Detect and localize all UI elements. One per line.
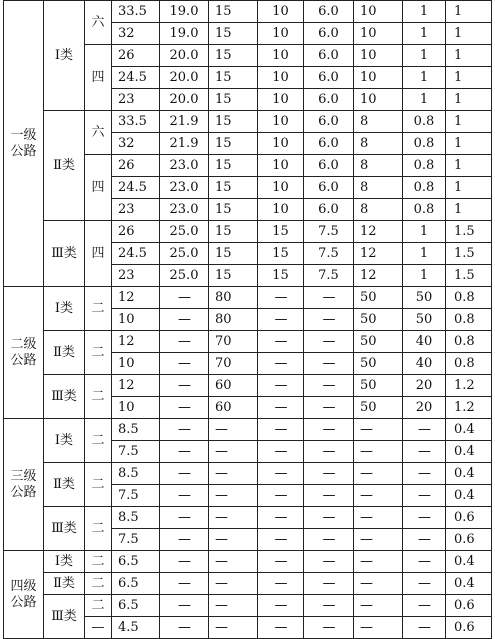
- value-cell: 1: [403, 45, 446, 67]
- value-cell: —: [258, 287, 304, 309]
- road-grade-cell: 二级 公路: [4, 287, 44, 419]
- table-row: [4, 551, 492, 573]
- table-row: [4, 419, 492, 441]
- value-cell: —: [304, 331, 354, 353]
- value-cell: 10: [258, 155, 304, 177]
- value-cell: 20.0: [160, 67, 209, 89]
- value-cell: 4.5: [112, 617, 160, 639]
- table-row: [4, 111, 492, 133]
- value-cell: —: [258, 617, 304, 639]
- value-cell: 10: [258, 45, 304, 67]
- value-cell: 12: [354, 221, 403, 243]
- value-cell: 23.0: [160, 199, 209, 221]
- lane-count-cell: 二: [85, 573, 112, 595]
- value-cell: —: [209, 595, 258, 617]
- class-cell: Ⅰ类: [44, 551, 85, 573]
- value-cell: 23.0: [160, 177, 209, 199]
- value-cell: 50: [354, 287, 403, 309]
- value-cell: 23.0: [160, 155, 209, 177]
- value-cell: 15: [209, 199, 258, 221]
- value-cell: 0.4: [446, 573, 492, 595]
- value-cell: —: [209, 441, 258, 463]
- value-cell: —: [258, 485, 304, 507]
- table-row: [4, 331, 492, 353]
- table-row: [4, 507, 492, 529]
- value-cell: 23: [112, 199, 160, 221]
- value-cell: —: [304, 573, 354, 595]
- value-cell: —: [160, 287, 209, 309]
- value-cell: 0.8: [446, 287, 492, 309]
- value-cell: 25.0: [160, 265, 209, 287]
- value-cell: —: [258, 397, 304, 419]
- value-cell: 1: [446, 199, 492, 221]
- value-cell: 10: [112, 353, 160, 375]
- value-cell: —: [160, 463, 209, 485]
- value-cell: 60: [209, 397, 258, 419]
- value-cell: —: [160, 529, 209, 551]
- value-cell: 80: [209, 309, 258, 331]
- value-cell: —: [160, 441, 209, 463]
- value-cell: 12: [112, 331, 160, 353]
- value-cell: —: [304, 287, 354, 309]
- lane-count-cell: 二: [85, 375, 112, 419]
- value-cell: —: [304, 617, 354, 639]
- value-cell: 10: [112, 309, 160, 331]
- value-cell: 10: [258, 177, 304, 199]
- value-cell: —: [304, 595, 354, 617]
- value-cell: 7.5: [304, 221, 354, 243]
- table-row: [4, 463, 492, 485]
- value-cell: 15: [258, 243, 304, 265]
- table-row: [4, 1, 492, 23]
- value-cell: —: [160, 397, 209, 419]
- value-cell: 6.0: [304, 45, 354, 67]
- value-cell: 1: [446, 133, 492, 155]
- value-cell: 1: [403, 1, 446, 23]
- value-cell: 15: [209, 133, 258, 155]
- value-cell: 25.0: [160, 221, 209, 243]
- value-cell: 1: [446, 177, 492, 199]
- class-cell: Ⅱ类: [44, 111, 85, 221]
- value-cell: —: [258, 529, 304, 551]
- value-cell: —: [160, 507, 209, 529]
- value-cell: 1: [446, 67, 492, 89]
- lane-count-cell: 二: [85, 287, 112, 331]
- value-cell: 8: [354, 199, 403, 221]
- value-cell: 10: [354, 45, 403, 67]
- value-cell: 1: [446, 155, 492, 177]
- value-cell: 0.4: [446, 485, 492, 507]
- lane-count-cell: 二: [85, 551, 112, 573]
- class-cell: Ⅱ类: [44, 463, 85, 507]
- value-cell: 1: [446, 23, 492, 45]
- value-cell: —: [304, 397, 354, 419]
- value-cell: 40: [403, 331, 446, 353]
- value-cell: 8: [354, 111, 403, 133]
- value-cell: 6.5: [112, 595, 160, 617]
- value-cell: —: [258, 441, 304, 463]
- value-cell: 15: [209, 221, 258, 243]
- value-cell: —: [258, 353, 304, 375]
- value-cell: —: [160, 595, 209, 617]
- value-cell: 0.8: [403, 177, 446, 199]
- value-cell: 7.5: [112, 529, 160, 551]
- table-row: [4, 375, 492, 397]
- value-cell: 26: [112, 155, 160, 177]
- class-cell: Ⅲ类: [44, 507, 85, 551]
- value-cell: 8.5: [112, 507, 160, 529]
- value-cell: 7.5: [304, 265, 354, 287]
- value-cell: —: [209, 551, 258, 573]
- value-cell: 26: [112, 221, 160, 243]
- value-cell: —: [304, 507, 354, 529]
- value-cell: 1.5: [446, 265, 492, 287]
- value-cell: 50: [354, 397, 403, 419]
- value-cell: 8: [354, 133, 403, 155]
- value-cell: 20.0: [160, 89, 209, 111]
- value-cell: —: [354, 441, 403, 463]
- value-cell: 0.8: [403, 199, 446, 221]
- value-cell: 60: [209, 375, 258, 397]
- value-cell: 12: [354, 265, 403, 287]
- value-cell: —: [209, 529, 258, 551]
- value-cell: 0.6: [446, 529, 492, 551]
- value-cell: 12: [112, 287, 160, 309]
- value-cell: —: [304, 419, 354, 441]
- value-cell: 15: [209, 67, 258, 89]
- value-cell: —: [160, 331, 209, 353]
- value-cell: —: [160, 617, 209, 639]
- value-cell: —: [304, 309, 354, 331]
- value-cell: —: [209, 573, 258, 595]
- value-cell: —: [354, 573, 403, 595]
- value-cell: 1.5: [446, 221, 492, 243]
- value-cell: —: [354, 485, 403, 507]
- value-cell: 1: [446, 1, 492, 23]
- value-cell: 25.0: [160, 243, 209, 265]
- value-cell: 8: [354, 155, 403, 177]
- value-cell: 0.6: [446, 595, 492, 617]
- class-cell: Ⅱ类: [44, 331, 85, 375]
- class-cell: Ⅰ类: [44, 419, 85, 463]
- value-cell: 10: [354, 67, 403, 89]
- value-cell: 0.8: [403, 111, 446, 133]
- value-cell: —: [258, 551, 304, 573]
- lane-count-cell: 二: [85, 507, 112, 551]
- road-grade-cell: 四级 公路: [4, 551, 44, 639]
- value-cell: 1: [403, 89, 446, 111]
- value-cell: 1: [446, 111, 492, 133]
- class-cell: Ⅲ类: [44, 375, 85, 419]
- road-grade-cell: 一级 公路: [4, 1, 44, 287]
- value-cell: —: [209, 617, 258, 639]
- value-cell: 8.5: [112, 463, 160, 485]
- value-cell: 15: [209, 155, 258, 177]
- value-cell: 10: [258, 133, 304, 155]
- value-cell: 50: [354, 375, 403, 397]
- value-cell: 10: [258, 89, 304, 111]
- value-cell: —: [354, 617, 403, 639]
- lane-count-cell: 二: [85, 419, 112, 463]
- value-cell: 15: [258, 265, 304, 287]
- value-cell: 0.6: [446, 617, 492, 639]
- value-cell: 12: [354, 243, 403, 265]
- value-cell: 15: [209, 1, 258, 23]
- value-cell: —: [403, 551, 446, 573]
- class-cell: Ⅲ类: [44, 595, 85, 639]
- value-cell: 19.0: [160, 1, 209, 23]
- value-cell: —: [209, 485, 258, 507]
- value-cell: 19.0: [160, 23, 209, 45]
- value-cell: 15: [209, 265, 258, 287]
- value-cell: —: [258, 331, 304, 353]
- value-cell: —: [403, 617, 446, 639]
- value-cell: 8.5: [112, 419, 160, 441]
- value-cell: 6.0: [304, 89, 354, 111]
- value-cell: —: [354, 463, 403, 485]
- road-grade-cell: 三级 公路: [4, 419, 44, 551]
- table-row: [4, 287, 492, 309]
- value-cell: —: [304, 463, 354, 485]
- table-row: [4, 595, 492, 617]
- value-cell: —: [354, 419, 403, 441]
- value-cell: 15: [209, 23, 258, 45]
- value-cell: —: [160, 551, 209, 573]
- value-cell: —: [304, 551, 354, 573]
- value-cell: 7.5: [112, 485, 160, 507]
- value-cell: —: [354, 551, 403, 573]
- value-cell: 21.9: [160, 111, 209, 133]
- value-cell: 10: [354, 1, 403, 23]
- value-cell: —: [403, 485, 446, 507]
- lane-count-cell: 四: [85, 155, 112, 221]
- value-cell: —: [304, 375, 354, 397]
- value-cell: 1: [403, 23, 446, 45]
- value-cell: 1: [403, 243, 446, 265]
- value-cell: 33.5: [112, 111, 160, 133]
- value-cell: 6.0: [304, 1, 354, 23]
- value-cell: —: [403, 441, 446, 463]
- value-cell: 24.5: [112, 243, 160, 265]
- value-cell: 0.8: [403, 133, 446, 155]
- value-cell: 0.8: [446, 309, 492, 331]
- value-cell: 0.4: [446, 419, 492, 441]
- value-cell: 32: [112, 23, 160, 45]
- value-cell: —: [258, 375, 304, 397]
- value-cell: —: [403, 507, 446, 529]
- value-cell: 50: [403, 287, 446, 309]
- value-cell: —: [160, 485, 209, 507]
- value-cell: 21.9: [160, 133, 209, 155]
- value-cell: 24.5: [112, 67, 160, 89]
- table-row: [4, 221, 492, 243]
- value-cell: 50: [354, 353, 403, 375]
- value-cell: 20: [403, 375, 446, 397]
- value-cell: 1: [446, 45, 492, 67]
- value-cell: 0.8: [403, 155, 446, 177]
- value-cell: 23: [112, 265, 160, 287]
- value-cell: —: [160, 353, 209, 375]
- value-cell: 15: [209, 177, 258, 199]
- value-cell: —: [209, 507, 258, 529]
- value-cell: 0.8: [446, 331, 492, 353]
- lane-count-cell: —: [85, 617, 112, 639]
- class-cell: Ⅱ类: [44, 573, 85, 595]
- value-cell: 50: [354, 309, 403, 331]
- value-cell: —: [209, 419, 258, 441]
- table-row: [4, 573, 492, 595]
- value-cell: —: [403, 463, 446, 485]
- value-cell: —: [354, 529, 403, 551]
- value-cell: 6.0: [304, 199, 354, 221]
- value-cell: 1.5: [446, 243, 492, 265]
- value-cell: 10: [354, 23, 403, 45]
- value-cell: 6.0: [304, 111, 354, 133]
- value-cell: —: [160, 375, 209, 397]
- value-cell: 1: [446, 89, 492, 111]
- value-cell: —: [160, 419, 209, 441]
- table-body: [4, 1, 492, 639]
- lane-count-cell: 二: [85, 331, 112, 375]
- value-cell: —: [160, 309, 209, 331]
- value-cell: 7.5: [112, 441, 160, 463]
- value-cell: —: [403, 529, 446, 551]
- value-cell: —: [304, 441, 354, 463]
- value-cell: —: [258, 573, 304, 595]
- value-cell: 0.4: [446, 441, 492, 463]
- value-cell: 15: [209, 89, 258, 111]
- value-cell: 0.8: [446, 353, 492, 375]
- road-standards-table: [3, 0, 492, 639]
- value-cell: 6.0: [304, 67, 354, 89]
- value-cell: 10: [258, 1, 304, 23]
- value-cell: 15: [209, 243, 258, 265]
- value-cell: —: [258, 419, 304, 441]
- value-cell: 10: [258, 111, 304, 133]
- value-cell: 26: [112, 45, 160, 67]
- value-cell: 7.5: [304, 243, 354, 265]
- lane-count-cell: 六: [85, 111, 112, 155]
- value-cell: 8: [354, 177, 403, 199]
- value-cell: 33.5: [112, 1, 160, 23]
- value-cell: 6.0: [304, 133, 354, 155]
- class-cell: Ⅰ类: [44, 1, 85, 111]
- value-cell: 10: [258, 23, 304, 45]
- value-cell: 1: [403, 265, 446, 287]
- value-cell: 1.2: [446, 397, 492, 419]
- value-cell: 6.5: [112, 551, 160, 573]
- value-cell: 70: [209, 331, 258, 353]
- value-cell: —: [403, 573, 446, 595]
- value-cell: 6.5: [112, 573, 160, 595]
- value-cell: —: [209, 463, 258, 485]
- value-cell: —: [304, 485, 354, 507]
- value-cell: 24.5: [112, 177, 160, 199]
- value-cell: 20.0: [160, 45, 209, 67]
- class-cell: Ⅲ类: [44, 221, 85, 287]
- value-cell: 32: [112, 133, 160, 155]
- value-cell: 10: [354, 89, 403, 111]
- value-cell: 6.0: [304, 155, 354, 177]
- value-cell: —: [304, 529, 354, 551]
- value-cell: 50: [354, 331, 403, 353]
- value-cell: 70: [209, 353, 258, 375]
- value-cell: —: [304, 353, 354, 375]
- value-cell: 15: [258, 221, 304, 243]
- value-cell: —: [258, 463, 304, 485]
- value-cell: 10: [258, 199, 304, 221]
- value-cell: 10: [258, 67, 304, 89]
- value-cell: 20: [403, 397, 446, 419]
- value-cell: —: [354, 595, 403, 617]
- value-cell: 1: [403, 221, 446, 243]
- class-cell: Ⅰ类: [44, 287, 85, 331]
- lane-count-cell: 六: [85, 1, 112, 45]
- value-cell: 50: [403, 309, 446, 331]
- value-cell: 0.6: [446, 507, 492, 529]
- value-cell: —: [258, 507, 304, 529]
- value-cell: —: [354, 507, 403, 529]
- value-cell: 80: [209, 287, 258, 309]
- lane-count-cell: 二: [85, 463, 112, 507]
- value-cell: 6.0: [304, 23, 354, 45]
- value-cell: 15: [209, 111, 258, 133]
- value-cell: 6.0: [304, 177, 354, 199]
- value-cell: 0.4: [446, 551, 492, 573]
- lane-count-cell: 二: [85, 595, 112, 617]
- value-cell: —: [403, 595, 446, 617]
- value-cell: —: [403, 419, 446, 441]
- value-cell: —: [258, 595, 304, 617]
- value-cell: 40: [403, 353, 446, 375]
- value-cell: 0.4: [446, 463, 492, 485]
- value-cell: 10: [112, 397, 160, 419]
- value-cell: —: [160, 573, 209, 595]
- value-cell: 1: [403, 67, 446, 89]
- lane-count-cell: 四: [85, 45, 112, 111]
- value-cell: 23: [112, 89, 160, 111]
- value-cell: 15: [209, 45, 258, 67]
- lane-count-cell: 四: [85, 221, 112, 287]
- value-cell: 1.2: [446, 375, 492, 397]
- value-cell: —: [258, 309, 304, 331]
- value-cell: 12: [112, 375, 160, 397]
